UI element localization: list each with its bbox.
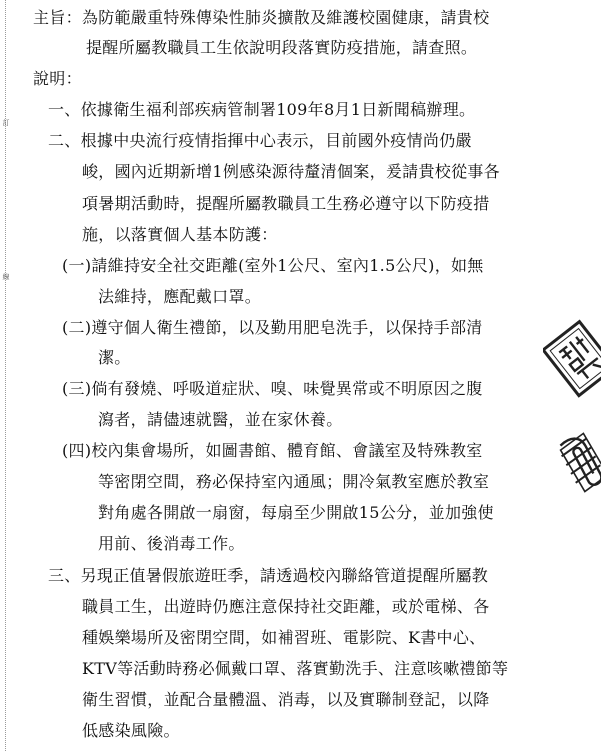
binding-mark-ding: 訂 xyxy=(2,119,10,127)
item-3-line-2: 職員工生，出遊時仍應注意保持社交距離，或於電梯、各 xyxy=(82,597,490,616)
item-1-line-1: 一、依據衛生福利部疾病管制署109年8月1日新聞稿辦理。 xyxy=(48,100,476,119)
item-2-line-1: 二、根據中央流行疫情指揮中心表示，目前國外疫情尚仍嚴 xyxy=(48,131,472,150)
subitem-1-line-1: (一)請維持安全社交距離(室外1公尺、室內1.5公尺)，如無 xyxy=(62,256,484,275)
item-2-line-2: 峻，國內近期新增1例感染源待釐清個案，爰請貴校從事各 xyxy=(82,162,500,181)
item-2-line-3: 項暑期活動時，提醒所屬教職員工生務必遵守以下防疫措 xyxy=(82,194,490,213)
item-3-line-4: KTV等活動時務必佩戴口罩、落實勤洗手、注意咳嗽禮節等 xyxy=(82,659,509,678)
item-3-line-6: 低感染風險。 xyxy=(82,721,180,740)
binding-mark-xian: 線 xyxy=(2,273,10,281)
subitem-4-line-2: 等密閉空間，務必保持室內通風；開冷氣教室應於教室 xyxy=(98,472,490,491)
explanation-label: 說明： xyxy=(33,69,82,88)
item-3-line-1: 三、另現正值暑假旅遊旺季，請透過校內聯絡管道提醒所屬教 xyxy=(48,566,489,585)
subitem-4-line-4: 用前、後消毒工作。 xyxy=(98,534,245,553)
paper-clip-icon xyxy=(557,430,601,496)
subject-line-1: 主旨：為防範嚴重特殊傳染性肺炎擴散及維護校園健康，請貴校 xyxy=(33,8,490,27)
seal-stamp-icon xyxy=(543,318,601,402)
subitem-4-line-1: (四)校內集會場所，如圖書館、體育館、會議室及特殊教室 xyxy=(62,441,483,460)
item-2-line-4: 施，以落實個人基本防護： xyxy=(82,225,278,244)
item-3-line-3: 種娛樂場所及密閉空間，如補習班、電影院、K書中心、 xyxy=(82,628,486,647)
subitem-1-line-2: 法維持，應配戴口罩。 xyxy=(98,287,262,306)
subitem-2-line-2: 潔。 xyxy=(98,348,131,367)
subject-line-2: 提醒所屬教職員工生依說明段落實防疫措施，請查照。 xyxy=(86,38,478,57)
item-3-line-5: 衛生習慣，並配合量體溫、消毒，以及實聯制登記，以降 xyxy=(82,690,490,709)
subitem-3-line-1: (三)倘有發燒、呼吸道症狀、嗅、味覺異常或不明原因之腹 xyxy=(62,379,483,398)
subitem-4-line-3: 對角處各開啟一扇窗，每扇至少開啟15公分，並加強使 xyxy=(98,503,494,522)
subitem-2-line-1: (二)遵守個人衛生禮節，以及勤用肥皂洗手，以保持手部清 xyxy=(62,318,483,337)
subitem-3-line-2: 瀉者，請儘速就醫，並在家休養。 xyxy=(98,410,343,429)
